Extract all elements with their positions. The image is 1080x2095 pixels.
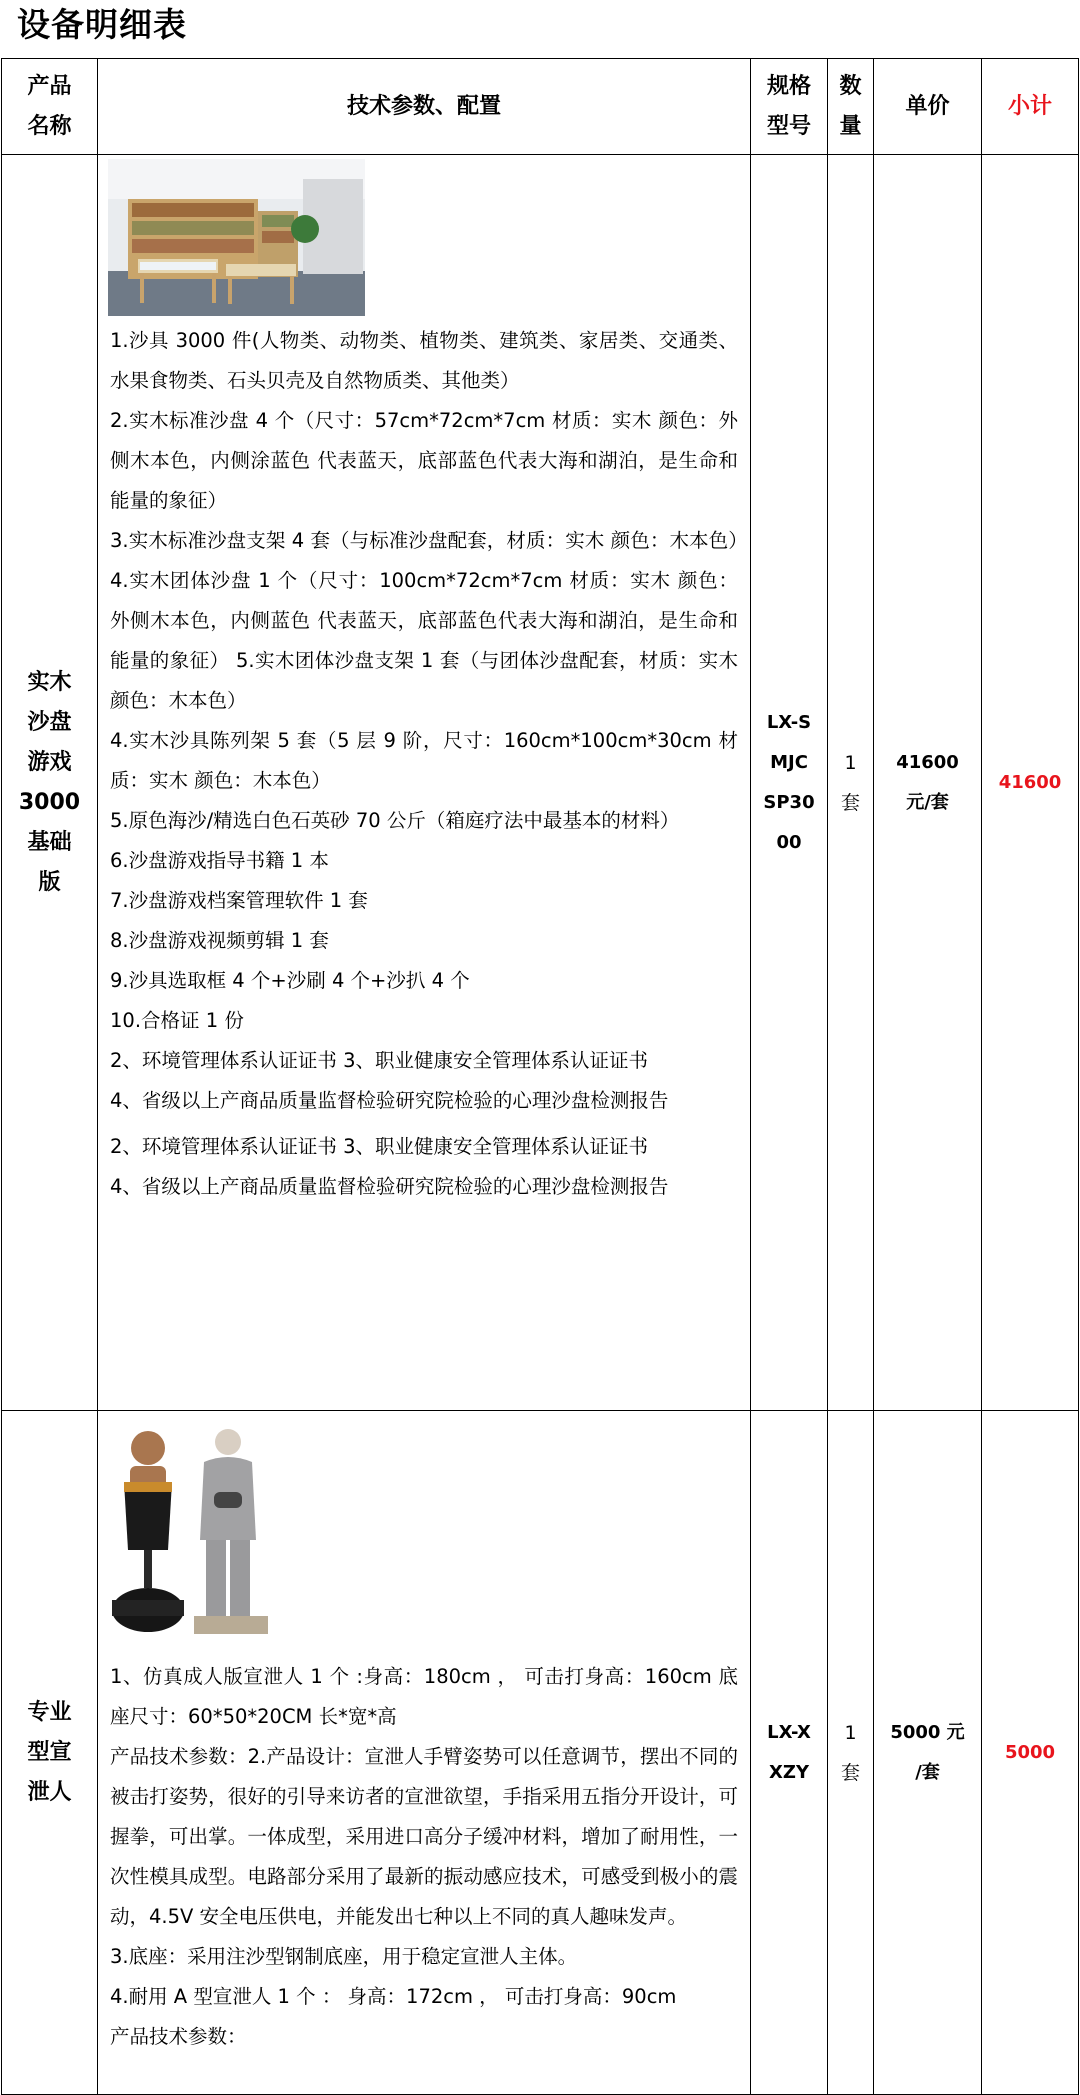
product-name-cell: 专业 型宣 泄人 (2, 1411, 98, 2095)
subtotal-cell: 5000 (982, 1411, 1079, 2095)
header-tech-params: 技术参数、配置 (98, 59, 751, 155)
unit-price-cell: 41600 元/套 (874, 155, 982, 1411)
tech-params-cell: 1.沙具 3000 件(人物类、动物类、植物类、建筑类、家居类、交通类、水果食物类、石头贝壳及自然物质类、其他类） 2.实木标准沙盘 4 个（尺寸：57cm*72cm*7cm 材质：实木 颜色：外侧木本色，内侧涂蓝色 代表蓝天，底部蓝色代表大海和湖泊，是生命和能量的象征） 3.实木标准沙盘支架 4 套（与标准沙盘配套，材质：实木 颜色：木本色）4.实木团体沙盘 1 个（尺寸：100cm*72cm*7cm 材质：实木 颜色：外侧木本色，内侧蓝色 代表蓝天，底部蓝色代表大海和湖泊，是生命和能量的象征） 5.实木团体沙盘支架 1 套（与团体沙盘配套，材质：实木 颜色：木本色） 4.实木沙具陈列架 5 套（5 层 9 阶，尺寸：160cm*100cm*30cm 材质：实木 颜色：木本色） 5.原色海沙/精选白色石英砂 70 公斤（箱庭疗法中最基本的材料） 6.沙盘游戏指导书籍 1 本 7.沙盘游戏档案管理软件 1 套 8.沙盘游戏视频剪辑 1 套 9.沙具选取框 4 个+沙刷 4 个+沙扒 4 个 10.合格证 1 份 2、环境管理体系认证证书 3、职业健康安全管理体系认证证书 4、省级以上产商品质量监督检验研究院检验的心理沙盘检测报告 2、环境管理体系认证证书 3、职业健康安全管理体系认证证书 4、省级以上产商品质量监督检验研究院检验的心理沙盘检测报告 (98, 155, 751, 1411)
table-row (2, 1411, 1079, 2095)
equipment-table (1, 58, 1079, 2095)
sandplay-room-photo-icon (108, 159, 365, 316)
header-spec-model: 规格 型号 (751, 59, 828, 155)
product-name-cell: 实木 沙盘 游戏 3000 基础 版 (2, 155, 98, 1411)
spec-model-cell: LX-S MJC SP30 00 (751, 155, 828, 1411)
spec-model-cell: LX-X XZY (751, 1411, 828, 2095)
quantity-cell: 1 套 (828, 155, 874, 1411)
header-product-name: 产品 名称 (2, 59, 98, 155)
header-quantity: 数 量 (828, 59, 874, 155)
header-unit-price: 单价 (874, 59, 982, 155)
tech-params-cell: 1、仿真成人版宣泄人 1 个 :身高：180cm ， 可击打身高：160cm 底座尺寸：60*50*20CM 长*宽*高 产品技术参数：2.产品设计：宣泄人手臂姿势可以任意调节，摆出不同的被击打姿势，很好的引导来访者的宣泄欲望，手指采用五指分开设计，可握拳，可出掌。一体成型，采用进口高分子缓冲材料，增加了耐用性，一次性模具成型。电路部分采用了最新的振动感应技术，可感受到极小的震动，4.5V 安全电压供电，并能发出七种以上不同的真人趣味发声。 3.底座：采用注沙型钢制底座，用于稳定宣泄人主体。 4.耐用 A 型宣泄人 1 个 ： 身高：172cm ， 可击打身高：90cm 产品技术参数： (98, 1411, 751, 2095)
header-subtotal: 小计 (982, 59, 1079, 155)
quantity-cell: 1 套 (828, 1411, 874, 2095)
unit-price-cell: 5000 元 /套 (874, 1411, 982, 2095)
subtotal-cell: 41600 (982, 155, 1079, 1411)
table-header-row (2, 59, 1079, 155)
punching-dummy-photo-icon (110, 1420, 290, 1652)
document-title: 设备明细表 (17, 5, 187, 44)
table-row (2, 155, 1079, 1411)
